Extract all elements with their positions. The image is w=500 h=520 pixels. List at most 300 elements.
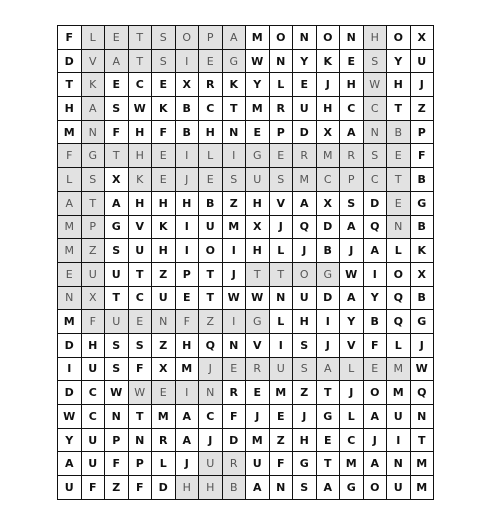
letter-cell[interactable]: B	[364, 310, 388, 334]
letter-cell[interactable]: U	[152, 287, 176, 311]
letter-cell[interactable]: U	[82, 452, 106, 476]
letter-cell[interactable]: H	[176, 476, 200, 500]
letter-cell[interactable]: A	[317, 358, 341, 382]
letter-cell[interactable]: R	[199, 73, 223, 97]
letter-cell[interactable]: H	[129, 121, 153, 145]
letter-cell[interactable]: E	[152, 73, 176, 97]
letter-cell[interactable]: G	[411, 310, 435, 334]
letter-cell[interactable]: F	[223, 405, 247, 429]
letter-cell[interactable]: M	[411, 452, 435, 476]
letter-cell[interactable]: E	[293, 73, 317, 97]
letter-cell[interactable]: G	[223, 50, 247, 74]
letter-cell[interactable]: C	[129, 287, 153, 311]
letter-cell[interactable]: B	[411, 216, 435, 240]
letter-cell[interactable]: U	[105, 310, 129, 334]
letter-cell[interactable]: I	[223, 239, 247, 263]
letter-cell[interactable]: T	[317, 381, 341, 405]
letter-cell[interactable]: S	[82, 168, 106, 192]
letter-cell[interactable]: Q	[387, 310, 411, 334]
letter-cell[interactable]: K	[411, 239, 435, 263]
letter-cell[interactable]: R	[152, 429, 176, 453]
letter-cell[interactable]: A	[105, 50, 129, 74]
letter-cell[interactable]: Q	[293, 216, 317, 240]
letter-cell[interactable]: N	[152, 310, 176, 334]
letter-cell[interactable]: T	[387, 168, 411, 192]
letter-cell[interactable]: H	[387, 73, 411, 97]
letter-cell[interactable]: K	[223, 73, 247, 97]
letter-cell[interactable]: I	[270, 334, 294, 358]
letter-cell[interactable]: D	[58, 334, 82, 358]
letter-cell[interactable]: N	[411, 405, 435, 429]
letter-cell[interactable]: P	[411, 121, 435, 145]
letter-cell[interactable]: I	[176, 216, 200, 240]
letter-cell[interactable]: G	[340, 476, 364, 500]
letter-cell[interactable]: A	[58, 452, 82, 476]
letter-cell[interactable]: H	[293, 429, 317, 453]
letter-cell[interactable]: O	[387, 263, 411, 287]
letter-cell[interactable]: D	[58, 381, 82, 405]
letter-cell[interactable]: J	[411, 334, 435, 358]
letter-cell[interactable]: H	[82, 334, 106, 358]
letter-cell[interactable]: A	[317, 476, 341, 500]
letter-cell[interactable]: B	[199, 192, 223, 216]
letter-cell[interactable]: T	[129, 26, 153, 50]
letter-cell[interactable]: S	[364, 144, 388, 168]
letter-cell[interactable]: V	[270, 192, 294, 216]
letter-cell[interactable]: E	[223, 358, 247, 382]
letter-cell[interactable]: H	[152, 239, 176, 263]
letter-cell[interactable]: W	[340, 263, 364, 287]
letter-cell[interactable]: W	[129, 97, 153, 121]
letter-cell[interactable]: L	[340, 358, 364, 382]
letter-cell[interactable]: A	[340, 216, 364, 240]
letter-cell[interactable]: W	[246, 287, 270, 311]
letter-cell[interactable]: J	[317, 334, 341, 358]
letter-cell[interactable]: U	[82, 358, 106, 382]
letter-cell[interactable]: T	[82, 192, 106, 216]
letter-cell[interactable]: G	[246, 144, 270, 168]
letter-cell[interactable]: J	[317, 73, 341, 97]
letter-cell[interactable]: P	[176, 263, 200, 287]
letter-cell[interactable]: W	[246, 50, 270, 74]
letter-cell[interactable]: R	[223, 381, 247, 405]
letter-cell[interactable]: F	[105, 452, 129, 476]
letter-cell[interactable]: F	[152, 121, 176, 145]
letter-cell[interactable]: B	[411, 168, 435, 192]
letter-cell[interactable]: U	[199, 452, 223, 476]
letter-cell[interactable]: F	[82, 310, 106, 334]
letter-cell[interactable]: E	[270, 144, 294, 168]
letter-cell[interactable]: T	[387, 97, 411, 121]
letter-cell[interactable]: E	[387, 144, 411, 168]
letter-cell[interactable]: C	[82, 405, 106, 429]
letter-cell[interactable]: E	[387, 192, 411, 216]
letter-cell[interactable]: U	[82, 263, 106, 287]
letter-cell[interactable]: K	[152, 216, 176, 240]
letter-cell[interactable]: M	[340, 452, 364, 476]
letter-cell[interactable]: O	[199, 239, 223, 263]
letter-cell[interactable]: S	[293, 334, 317, 358]
letter-cell[interactable]: L	[340, 405, 364, 429]
letter-cell[interactable]: C	[340, 97, 364, 121]
letter-cell[interactable]: A	[364, 405, 388, 429]
letter-cell[interactable]: C	[199, 405, 223, 429]
letter-cell[interactable]: J	[223, 263, 247, 287]
letter-cell[interactable]: C	[129, 73, 153, 97]
letter-cell[interactable]: N	[199, 381, 223, 405]
letter-cell[interactable]: B	[317, 239, 341, 263]
letter-cell[interactable]: P	[105, 429, 129, 453]
letter-cell[interactable]: H	[129, 192, 153, 216]
letter-cell[interactable]: J	[270, 216, 294, 240]
letter-cell[interactable]: N	[270, 50, 294, 74]
letter-cell[interactable]: M	[246, 26, 270, 50]
letter-cell[interactable]: M	[223, 216, 247, 240]
letter-cell[interactable]: U	[129, 239, 153, 263]
letter-cell[interactable]: C	[317, 168, 341, 192]
letter-cell[interactable]: P	[270, 121, 294, 145]
letter-cell[interactable]: H	[129, 144, 153, 168]
letter-cell[interactable]: O	[317, 26, 341, 50]
letter-cell[interactable]: Y	[364, 287, 388, 311]
letter-cell[interactable]: V	[82, 50, 106, 74]
letter-cell[interactable]: I	[223, 144, 247, 168]
letter-cell[interactable]: W	[364, 73, 388, 97]
letter-cell[interactable]: Q	[387, 287, 411, 311]
letter-cell[interactable]: T	[129, 263, 153, 287]
letter-cell[interactable]: J	[293, 405, 317, 429]
letter-cell[interactable]: S	[129, 334, 153, 358]
letter-cell[interactable]: R	[293, 144, 317, 168]
letter-cell[interactable]: Q	[364, 216, 388, 240]
letter-cell[interactable]: Z	[105, 476, 129, 500]
letter-cell[interactable]: J	[176, 168, 200, 192]
letter-cell[interactable]: K	[317, 50, 341, 74]
letter-cell[interactable]: B	[176, 97, 200, 121]
letter-cell[interactable]: G	[411, 192, 435, 216]
letter-cell[interactable]: G	[105, 216, 129, 240]
letter-cell[interactable]: A	[82, 97, 106, 121]
letter-cell[interactable]: C	[340, 429, 364, 453]
letter-cell[interactable]: H	[340, 73, 364, 97]
letter-cell[interactable]: B	[387, 121, 411, 145]
letter-cell[interactable]: L	[152, 452, 176, 476]
letter-cell[interactable]: S	[223, 168, 247, 192]
letter-cell[interactable]: T	[129, 405, 153, 429]
letter-cell[interactable]: N	[340, 26, 364, 50]
letter-cell[interactable]: A	[364, 239, 388, 263]
letter-cell[interactable]: U	[246, 168, 270, 192]
letter-cell[interactable]: Z	[152, 334, 176, 358]
letter-cell[interactable]: J	[176, 452, 200, 476]
letter-cell[interactable]: E	[152, 381, 176, 405]
letter-cell[interactable]: D	[293, 121, 317, 145]
letter-cell[interactable]: E	[246, 381, 270, 405]
letter-cell[interactable]: W	[105, 381, 129, 405]
letter-cell[interactable]: M	[152, 405, 176, 429]
letter-cell[interactable]: I	[176, 50, 200, 74]
letter-cell[interactable]: E	[129, 310, 153, 334]
letter-cell[interactable]: F	[129, 476, 153, 500]
letter-cell[interactable]: H	[246, 239, 270, 263]
letter-cell[interactable]: C	[364, 97, 388, 121]
letter-cell[interactable]: T	[223, 97, 247, 121]
letter-cell[interactable]: J	[199, 429, 223, 453]
letter-cell[interactable]: U	[387, 405, 411, 429]
letter-cell[interactable]: M	[317, 144, 341, 168]
letter-cell[interactable]: A	[340, 287, 364, 311]
letter-cell[interactable]: T	[317, 452, 341, 476]
letter-cell[interactable]: M	[58, 216, 82, 240]
letter-cell[interactable]: N	[387, 452, 411, 476]
letter-cell[interactable]: N	[105, 405, 129, 429]
letter-cell[interactable]: S	[293, 358, 317, 382]
letter-cell[interactable]: H	[199, 121, 223, 145]
letter-cell[interactable]: E	[317, 429, 341, 453]
letter-cell[interactable]: I	[387, 429, 411, 453]
letter-cell[interactable]: A	[340, 121, 364, 145]
letter-cell[interactable]: E	[105, 73, 129, 97]
letter-cell[interactable]: F	[105, 121, 129, 145]
letter-cell[interactable]: J	[340, 239, 364, 263]
letter-cell[interactable]: F	[58, 26, 82, 50]
letter-cell[interactable]: A	[246, 476, 270, 500]
letter-cell[interactable]: W	[58, 405, 82, 429]
letter-cell[interactable]: A	[176, 405, 200, 429]
letter-cell[interactable]: E	[364, 358, 388, 382]
letter-cell[interactable]: H	[176, 334, 200, 358]
letter-cell[interactable]: A	[293, 192, 317, 216]
letter-cell[interactable]: S	[105, 239, 129, 263]
letter-cell[interactable]: S	[152, 50, 176, 74]
letter-cell[interactable]: S	[105, 97, 129, 121]
letter-cell[interactable]: T	[129, 50, 153, 74]
letter-cell[interactable]: E	[199, 50, 223, 74]
letter-cell[interactable]: B	[411, 287, 435, 311]
letter-cell[interactable]: Y	[246, 73, 270, 97]
letter-cell[interactable]: I	[223, 310, 247, 334]
letter-cell[interactable]: T	[58, 73, 82, 97]
letter-cell[interactable]: N	[364, 121, 388, 145]
letter-cell[interactable]: O	[364, 476, 388, 500]
letter-cell[interactable]: R	[223, 452, 247, 476]
letter-cell[interactable]: D	[317, 216, 341, 240]
letter-cell[interactable]: S	[364, 50, 388, 74]
letter-cell[interactable]: I	[176, 239, 200, 263]
letter-cell[interactable]: Z	[223, 192, 247, 216]
letter-cell[interactable]: R	[246, 358, 270, 382]
letter-cell[interactable]: U	[58, 476, 82, 500]
letter-cell[interactable]: C	[199, 97, 223, 121]
letter-cell[interactable]: M	[270, 381, 294, 405]
letter-cell[interactable]: R	[340, 144, 364, 168]
letter-cell[interactable]: W	[223, 287, 247, 311]
letter-cell[interactable]: X	[176, 73, 200, 97]
letter-cell[interactable]: E	[58, 263, 82, 287]
letter-cell[interactable]: H	[246, 192, 270, 216]
letter-cell[interactable]: W	[129, 381, 153, 405]
letter-cell[interactable]: Z	[152, 263, 176, 287]
letter-cell[interactable]: U	[246, 452, 270, 476]
letter-cell[interactable]: L	[270, 73, 294, 97]
letter-cell[interactable]: M	[387, 358, 411, 382]
letter-cell[interactable]: O	[364, 381, 388, 405]
letter-cell[interactable]: P	[199, 26, 223, 50]
letter-cell[interactable]: H	[364, 26, 388, 50]
letter-cell[interactable]: C	[364, 168, 388, 192]
letter-cell[interactable]: U	[293, 287, 317, 311]
letter-cell[interactable]: J	[364, 429, 388, 453]
letter-cell[interactable]: L	[199, 144, 223, 168]
letter-cell[interactable]: V	[246, 334, 270, 358]
letter-cell[interactable]: U	[199, 216, 223, 240]
letter-cell[interactable]: M	[58, 310, 82, 334]
letter-cell[interactable]: A	[58, 192, 82, 216]
letter-cell[interactable]: S	[105, 334, 129, 358]
letter-cell[interactable]: N	[387, 216, 411, 240]
letter-cell[interactable]: A	[176, 429, 200, 453]
letter-cell[interactable]: O	[293, 263, 317, 287]
letter-cell[interactable]: H	[293, 310, 317, 334]
letter-cell[interactable]: T	[246, 263, 270, 287]
letter-cell[interactable]: M	[176, 358, 200, 382]
letter-cell[interactable]: J	[411, 73, 435, 97]
letter-cell[interactable]: D	[58, 50, 82, 74]
letter-cell[interactable]: F	[270, 452, 294, 476]
letter-cell[interactable]: N	[223, 334, 247, 358]
letter-cell[interactable]: U	[411, 50, 435, 74]
letter-cell[interactable]: N	[270, 476, 294, 500]
letter-cell[interactable]: B	[176, 121, 200, 145]
letter-cell[interactable]: L	[270, 239, 294, 263]
letter-cell[interactable]: B	[223, 476, 247, 500]
letter-cell[interactable]: E	[152, 144, 176, 168]
letter-cell[interactable]: A	[105, 192, 129, 216]
letter-cell[interactable]: Q	[411, 381, 435, 405]
letter-cell[interactable]: Z	[411, 97, 435, 121]
letter-cell[interactable]: M	[58, 239, 82, 263]
letter-cell[interactable]: E	[199, 168, 223, 192]
letter-cell[interactable]: Z	[270, 429, 294, 453]
letter-cell[interactable]: X	[152, 358, 176, 382]
letter-cell[interactable]: N	[129, 429, 153, 453]
letter-cell[interactable]: V	[340, 334, 364, 358]
letter-cell[interactable]: E	[270, 405, 294, 429]
letter-cell[interactable]: T	[411, 429, 435, 453]
letter-cell[interactable]: C	[82, 381, 106, 405]
letter-cell[interactable]: Q	[199, 334, 223, 358]
letter-cell[interactable]: N	[58, 287, 82, 311]
letter-cell[interactable]: H	[199, 476, 223, 500]
letter-cell[interactable]: Y	[340, 310, 364, 334]
letter-cell[interactable]: M	[411, 476, 435, 500]
letter-cell[interactable]: X	[411, 263, 435, 287]
letter-cell[interactable]: S	[152, 26, 176, 50]
letter-cell[interactable]: F	[58, 144, 82, 168]
letter-cell[interactable]: X	[82, 287, 106, 311]
letter-cell[interactable]: I	[58, 358, 82, 382]
letter-cell[interactable]: T	[270, 263, 294, 287]
letter-cell[interactable]: S	[293, 476, 317, 500]
letter-cell[interactable]: F	[129, 358, 153, 382]
letter-cell[interactable]: M	[293, 168, 317, 192]
letter-cell[interactable]: H	[58, 97, 82, 121]
letter-cell[interactable]: O	[270, 26, 294, 50]
letter-cell[interactable]: K	[82, 73, 106, 97]
letter-cell[interactable]: E	[105, 26, 129, 50]
letter-cell[interactable]: X	[411, 26, 435, 50]
letter-cell[interactable]: E	[176, 287, 200, 311]
letter-cell[interactable]: G	[293, 452, 317, 476]
letter-cell[interactable]: L	[82, 26, 106, 50]
letter-cell[interactable]: X	[246, 216, 270, 240]
letter-cell[interactable]: I	[176, 381, 200, 405]
letter-cell[interactable]: U	[293, 97, 317, 121]
letter-cell[interactable]: T	[199, 287, 223, 311]
letter-cell[interactable]: L	[387, 239, 411, 263]
letter-cell[interactable]: D	[223, 429, 247, 453]
letter-cell[interactable]: Z	[82, 239, 106, 263]
letter-cell[interactable]: M	[246, 429, 270, 453]
letter-cell[interactable]: U	[105, 263, 129, 287]
letter-cell[interactable]: O	[387, 26, 411, 50]
letter-cell[interactable]: K	[152, 97, 176, 121]
letter-cell[interactable]: L	[270, 310, 294, 334]
letter-cell[interactable]: J	[293, 239, 317, 263]
letter-cell[interactable]: U	[270, 358, 294, 382]
letter-cell[interactable]: G	[246, 310, 270, 334]
letter-cell[interactable]: H	[152, 192, 176, 216]
letter-cell[interactable]: H	[317, 97, 341, 121]
letter-cell[interactable]: Y	[387, 50, 411, 74]
letter-cell[interactable]: M	[58, 121, 82, 145]
letter-cell[interactable]: E	[340, 50, 364, 74]
letter-cell[interactable]: N	[223, 121, 247, 145]
letter-cell[interactable]: M	[387, 381, 411, 405]
letter-cell[interactable]: D	[317, 287, 341, 311]
letter-cell[interactable]: P	[129, 452, 153, 476]
letter-cell[interactable]: G	[317, 405, 341, 429]
letter-cell[interactable]: T	[105, 287, 129, 311]
letter-cell[interactable]: J	[246, 405, 270, 429]
letter-cell[interactable]: U	[82, 429, 106, 453]
letter-cell[interactable]: L	[387, 334, 411, 358]
letter-cell[interactable]: R	[270, 97, 294, 121]
letter-cell[interactable]: E	[152, 168, 176, 192]
letter-cell[interactable]: K	[129, 168, 153, 192]
letter-cell[interactable]: G	[82, 144, 106, 168]
letter-cell[interactable]: Z	[199, 310, 223, 334]
letter-cell[interactable]: D	[152, 476, 176, 500]
letter-cell[interactable]: I	[364, 263, 388, 287]
letter-cell[interactable]: S	[105, 358, 129, 382]
letter-cell[interactable]: S	[340, 192, 364, 216]
letter-cell[interactable]: N	[293, 26, 317, 50]
letter-cell[interactable]: J	[199, 358, 223, 382]
letter-cell[interactable]: X	[317, 121, 341, 145]
letter-cell[interactable]: Y	[58, 429, 82, 453]
letter-cell[interactable]: M	[246, 97, 270, 121]
letter-cell[interactable]: P	[82, 216, 106, 240]
letter-cell[interactable]: I	[317, 310, 341, 334]
letter-cell[interactable]: F	[82, 476, 106, 500]
letter-cell[interactable]: N	[82, 121, 106, 145]
letter-cell[interactable]: X	[105, 168, 129, 192]
letter-cell[interactable]: V	[129, 216, 153, 240]
letter-cell[interactable]: T	[199, 263, 223, 287]
letter-cell[interactable]: A	[223, 26, 247, 50]
letter-cell[interactable]: A	[364, 452, 388, 476]
